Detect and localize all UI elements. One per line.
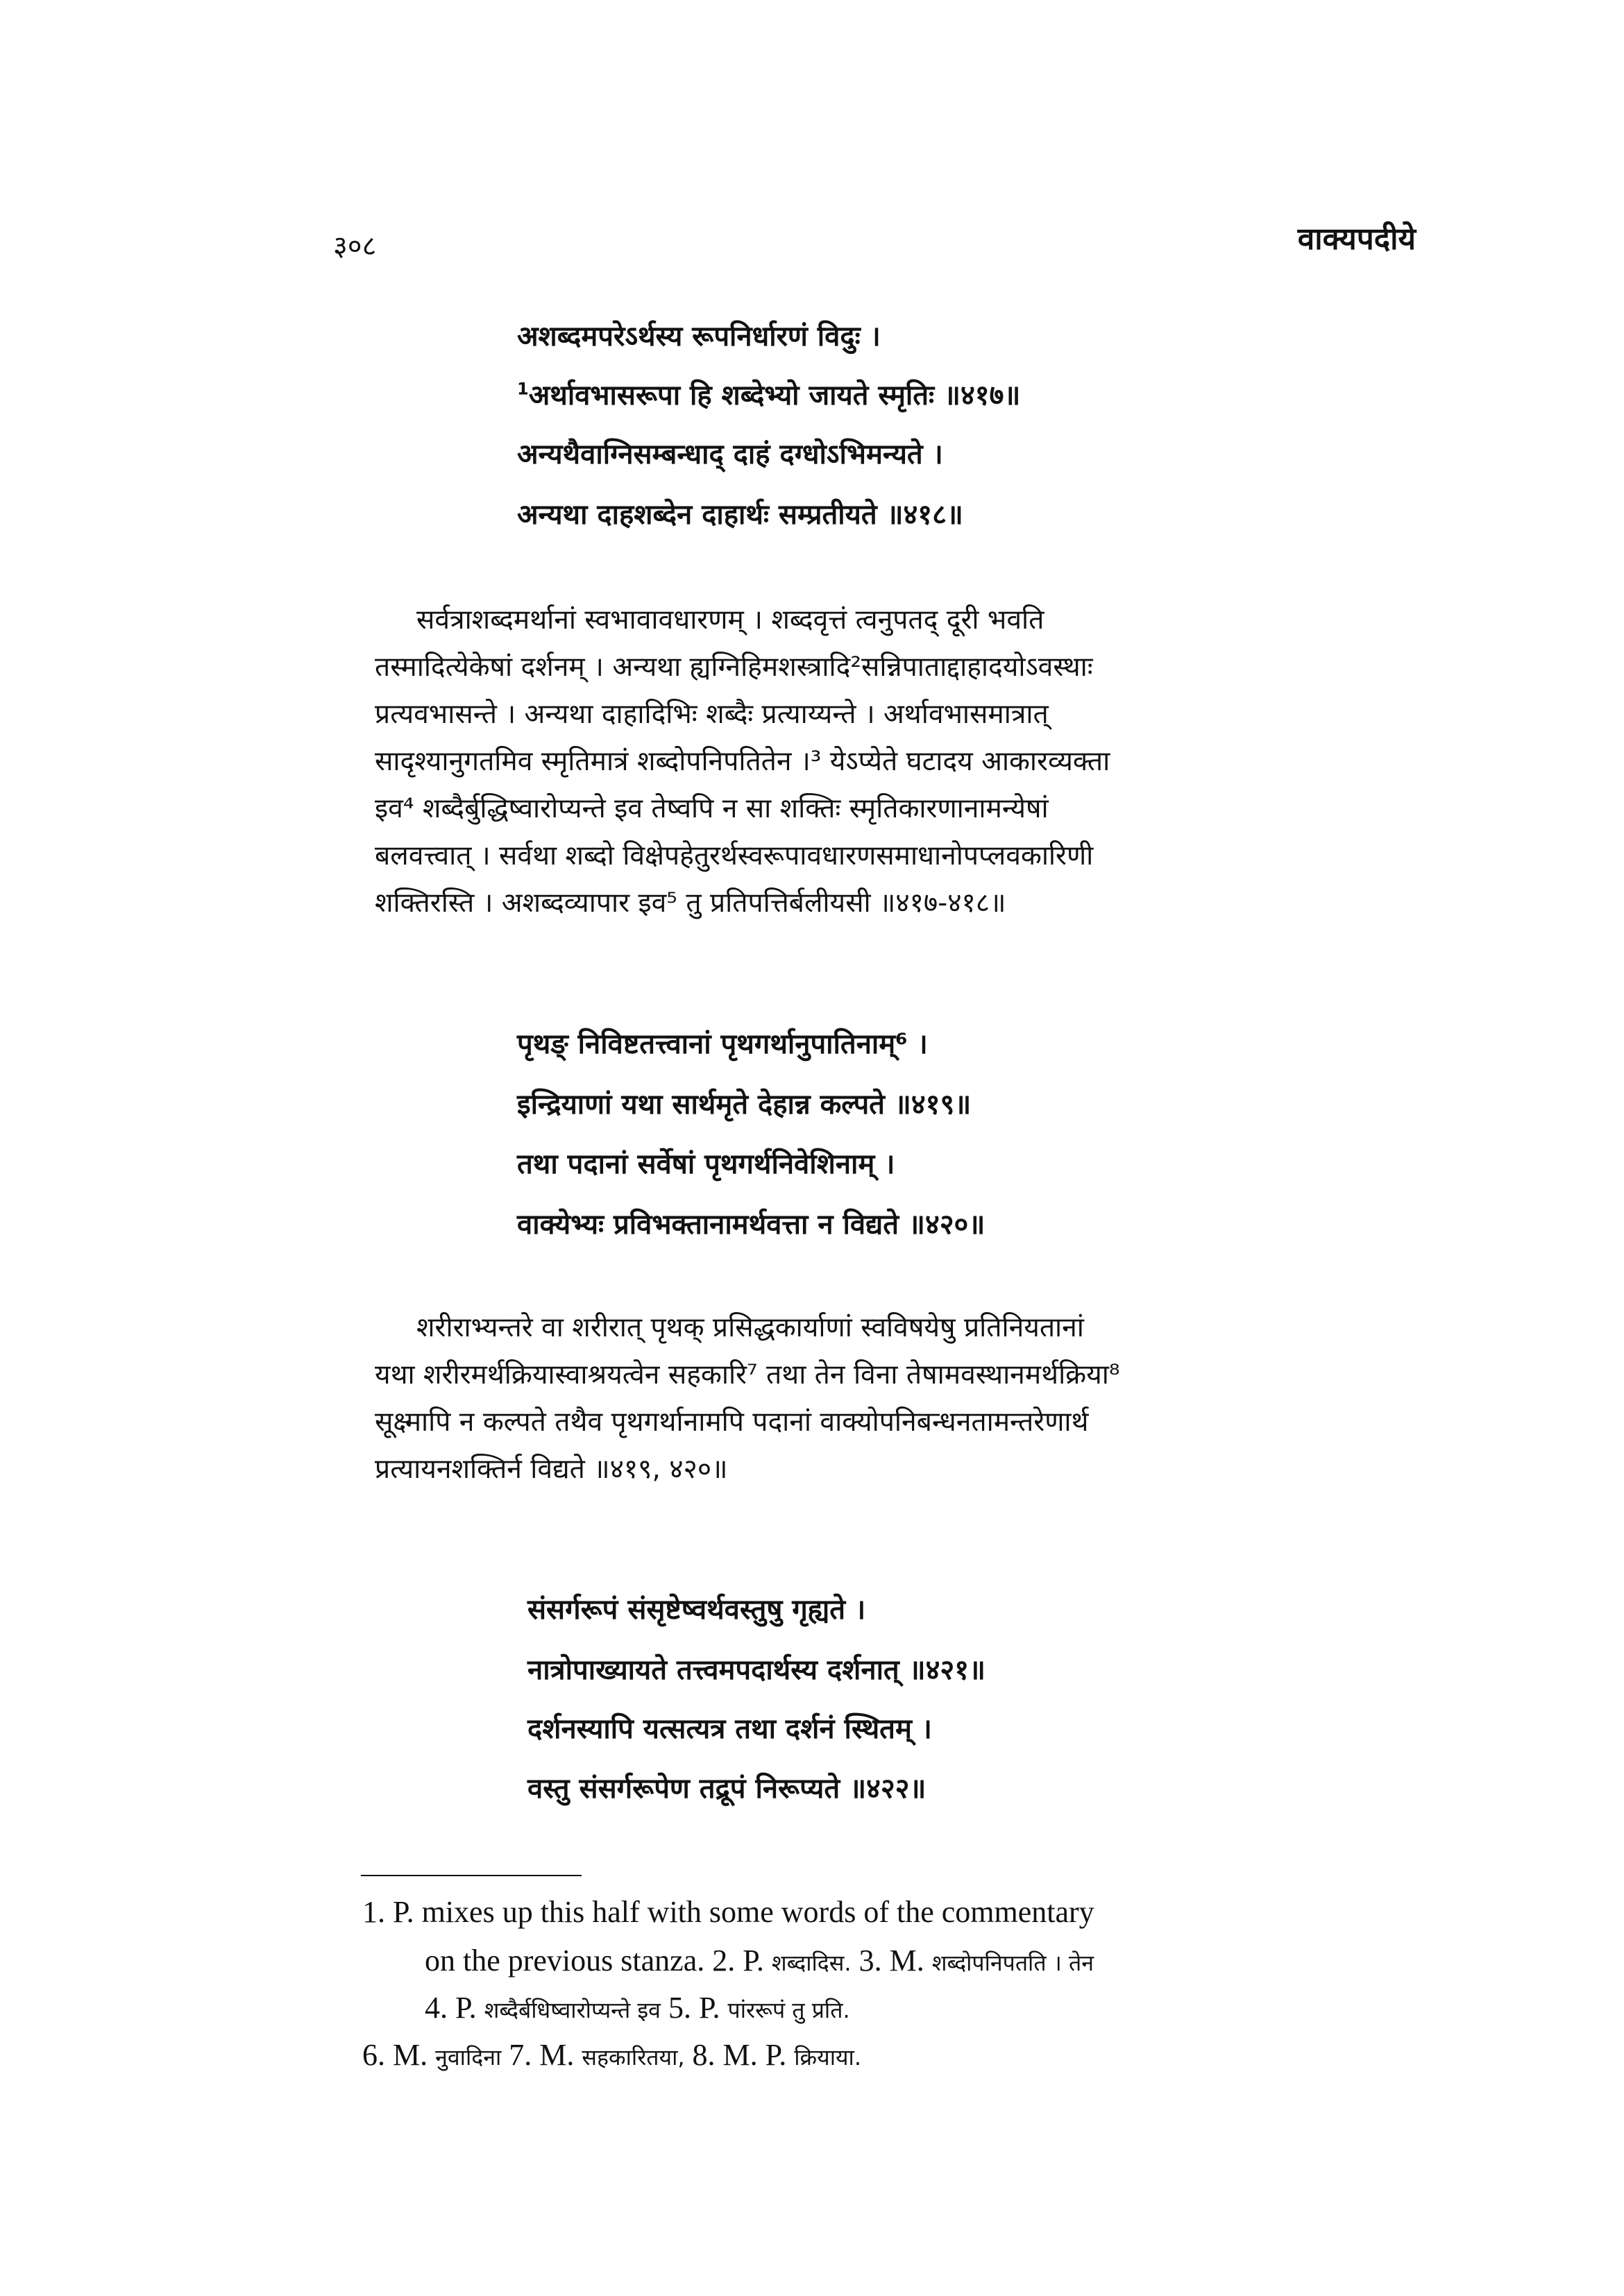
footnote-variant: सहकारितया, <box>582 2044 685 2070</box>
verse-line: दर्शनस्यापि यत्सत्यत्र तथा दर्शनं स्थितम् । <box>527 1713 932 1745</box>
verse-line <box>517 375 1020 413</box>
commentary-line: शक्तिरस्ति । अशब्दव्यापार इव⁵ तु प्रतिपत्तिर्बलीयसी ॥४१७-४१८॥ <box>375 887 1006 919</box>
footnote-variant: नुवादिना <box>435 2044 502 2070</box>
footnote-variant: क्रियाया. <box>794 2044 861 2070</box>
footnote-text: 4. P. <box>425 1991 477 2025</box>
verse-line: अशब्दमपरेऽर्थस्य रूपनिर्धारणं विदुः । <box>517 321 881 352</box>
verse-line: वस्तु संसर्गरूपेण तद्रूपं निरूप्यते ॥४२२॥ <box>527 1773 927 1805</box>
commentary-line: इव⁴ शब्दैर्बुद्धिष्वारोप्यन्ते इव तेष्वपि न सा शक्तिः स्मृतिकारणानामन्येषां <box>375 793 1049 824</box>
commentary-line: सादृश्यानुगतमिव स्मृतिमात्रं शब्दोपनिपतितेन ।³ येऽप्येते घटादय आकारव्यक्ता <box>375 746 1110 777</box>
commentary-paragraph <box>375 1304 1416 1493</box>
footnote-line <box>425 1943 1094 1978</box>
footnote-marker: 1 <box>517 379 529 399</box>
footnote-text: 3. M. <box>851 1944 924 1978</box>
commentary-line: सर्वत्राशब्दमर्थानां स्वभावावधारणम् । शब्दवृत्तं त्वनुपतद् दूरी भवति <box>416 604 1044 636</box>
commentary-line: प्रत्यायनशक्तिर्न विद्यते ॥४१९, ४२०॥ <box>375 1454 728 1485</box>
footnote-rule <box>361 1875 582 1876</box>
footnote-variant: शब्दोपनिपतति । तेन <box>931 1950 1094 1976</box>
footnote-text: 5. P. <box>660 1991 720 2025</box>
verse-text: अर्थावभासरूपा हि शब्देभ्यो जायते स्मृतिः ॥४१७॥ <box>528 380 1021 411</box>
footnote-line <box>425 1990 850 2025</box>
footnote-text: 6. M. <box>362 2038 428 2072</box>
verse-line: अन्यथा दाहशब्देन दाहार्थः सम्प्रतीयते ॥४१८॥ <box>517 499 963 531</box>
verse-line: संसर्गरूपं संसृष्टेष्वर्थवस्तुषु गृह्यते । <box>527 1594 866 1626</box>
commentary-line: तस्मादित्येकेषां दर्शनम् । अन्यथा ह्यग्निहिमशस्त्रादि²सन्निपाताद्दाहादयोऽवस्थाः <box>375 652 1093 683</box>
footnote-variant: शब्दादिस. <box>771 1950 852 1976</box>
footnote-line <box>362 2037 861 2073</box>
commentary-line: यथा शरीरमर्थक्रियास्वाश्रयत्वेन सहकारि⁷ तथा तेन विना तेषामवस्थानमर्थक्रिया⁸ <box>375 1359 1120 1391</box>
commentary-line: शरीराभ्यन्तरे वा शरीरात् पृथक् प्रसिद्धकार्याणां स्वविषयेषु प्रतिनियतानां <box>416 1312 1084 1343</box>
footnote-variant: शब्दैर्बधिष्वारोप्यन्ते इव <box>484 1997 661 2023</box>
page-number: ३०८ <box>333 230 377 262</box>
commentary-line: बलवत्त्वात् । सर्वथा शब्दो विक्षेपहेतुरर्थस्वरूपावधारणसमाधानोपप्लवकारिणी <box>375 840 1094 871</box>
commentary-paragraph <box>375 597 1416 927</box>
commentary-line: प्रत्यवभासन्ते । अन्यथा दाहादिभिः शब्दैः प्रत्याय्यन्ते । अर्थावभासमात्रात् <box>375 699 1049 730</box>
footnote-text: 8. M. P. <box>684 2038 787 2072</box>
verse-line: इन्द्रियाणां यथा सार्थमृते देहान्न कल्पते ॥४१९॥ <box>517 1089 972 1121</box>
verse-line: अन्यथैवाग्निसम्बन्धाद् दाहं दग्धोऽभिमन्यते । <box>517 439 943 470</box>
verse-line: वाक्येभ्यः प्रविभक्तानामर्थवत्ता न विद्यते ॥४२०॥ <box>517 1209 986 1241</box>
footnote-line: 1. P. mixes up this half with some words of the commentary <box>362 1895 1094 1929</box>
footnote-text: 7. M. <box>501 2038 575 2072</box>
verse-line: नात्रोपाख्यायते तत्त्वमपदार्थस्य दर्शनात् ॥४२१॥ <box>527 1654 986 1686</box>
running-head: वाक्यपदीये <box>1297 221 1416 257</box>
commentary-line: सूक्ष्मापि न कल्पते तथैव पृथगर्थानामपि पदानां वाक्योपनिबन्धनतामन्तरेणार्थ <box>375 1406 1089 1438</box>
footnote-variant: पांररूपं तु प्रति. <box>727 1997 850 2023</box>
footnote-text: on the previous stanza. 2. P. <box>425 1944 764 1978</box>
verse-line: पृथङ् निविष्टतत्त्वानां पृथगर्थानुपातिनाम्⁶ । <box>517 1028 928 1060</box>
verse-line: तथा पदानां सर्वेषां पृथगर्थनिवेशिनाम् । <box>517 1148 895 1180</box>
